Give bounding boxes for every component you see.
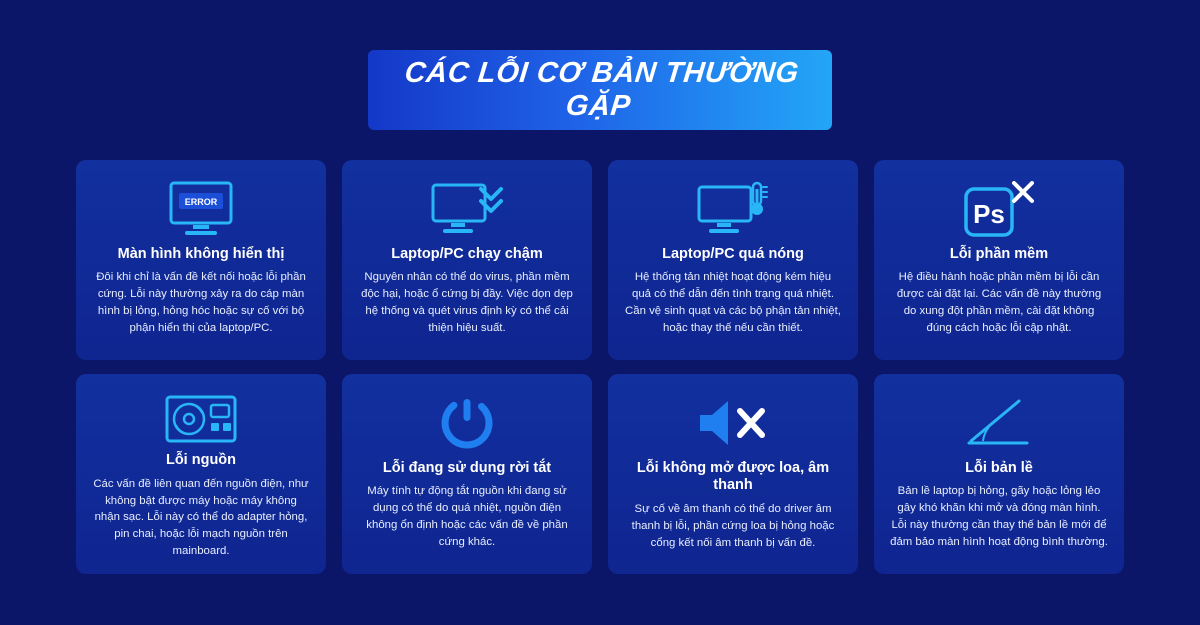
card-title: Laptop/PC quá nóng [662, 246, 804, 262]
monitor-slow-icon [431, 178, 503, 240]
power-supply-icon [165, 392, 237, 446]
cards-grid [76, 160, 1124, 574]
card-software-error[interactable] [874, 160, 1124, 360]
card-title: Lỗi bản lề [965, 460, 1033, 476]
card-body: Bản lề laptop bị hỏng, gãy hoặc lỏng lẻo gây khó khăn khi mở và đóng màn hình. Lỗi này thường cần thay thế bản lề mới để đảm bảo màn hình hoạt động bình thường. [890, 485, 1108, 549]
card-body: Hệ điều hành hoặc phần mềm bị lỗi cần được cài đặt lại. Các vấn đề này thường do xung đột phần mềm, cài đặt không đúng cách hoặc lỗi cập nhật. [896, 271, 1102, 335]
card-title: Lỗi phần mềm [949, 246, 1049, 262]
card-monitor-no-display[interactable] [76, 160, 326, 360]
power-button-icon [439, 392, 495, 454]
card-title: Lỗi không mở được loa, âm thanh [636, 460, 830, 494]
card-power-supply-error[interactable] [76, 374, 326, 574]
card-slow-performance[interactable] [342, 160, 592, 360]
speaker-mute-icon [696, 392, 770, 454]
hinge-icon [963, 392, 1035, 454]
svg-text:Ps: Ps [973, 199, 1005, 229]
software-error-icon [964, 178, 1034, 240]
card-hinge-error[interactable] [874, 374, 1124, 574]
card-title: Laptop/PC chạy chậm [391, 246, 543, 262]
card-body: Đôi khi chỉ là vấn đề kết nối hoặc lỗi phần cứng. Lỗi này thường xảy ra do cáp màn hình bị lỏng, hỏng hóc hoặc sự cố với bộ phận hiển thị của laptop/PC. [96, 271, 306, 335]
card-body: Hệ thống tản nhiệt hoạt động kém hiệu quả có thể dẫn đến tình trạng quá nhiệt. Cần vệ sinh quạt và các bộ phận tản nhiệt, hoặc thay thế nếu cần thiết. [625, 271, 841, 335]
card-audio-error[interactable] [608, 374, 858, 574]
card-body: Các vấn đề liên quan đến nguồn điện, như không bật được máy hoặc máy không nhận sạc. Lỗi này có thể do adapter hỏng, pin chai, hoặc lỗi mạch nguồn trên mainboard. [93, 477, 309, 558]
svg-text:ERROR: ERROR [184, 197, 218, 207]
card-body: Sự cố về âm thanh có thể do driver âm thanh bị lỗi, phần cứng loa bị hỏng hoặc cổng kết nối âm thanh bị vấn đề. [631, 502, 835, 549]
card-overheating[interactable] [608, 160, 858, 360]
header-banner [368, 50, 832, 130]
card-title: Màn hình không hiển thị [117, 246, 285, 262]
card-unexpected-shutdown[interactable] [342, 374, 592, 574]
page-title: CÁC LỖI CƠ BẢN THƯỜNG GẶP [403, 57, 801, 122]
card-body: Máy tính tự động tắt nguồn khi đang sử dụng có thể do quá nhiệt, nguồn điện không ổn định hoặc các vấn đề về phần cứng khác. [366, 485, 568, 549]
card-title: Lỗi đang sử dụng rời tắt [382, 460, 552, 476]
card-title: Lỗi nguồn [165, 452, 237, 469]
card-body: Nguyên nhân có thể do virus, phần mềm độc hại, hoặc ổ cứng bị đầy. Việc dọn dẹp hệ thống và quét virus định kỳ có thể cải thiện hiệu suất. [361, 271, 573, 335]
monitor-hot-icon [697, 178, 769, 240]
monitor-error-icon [169, 178, 233, 240]
